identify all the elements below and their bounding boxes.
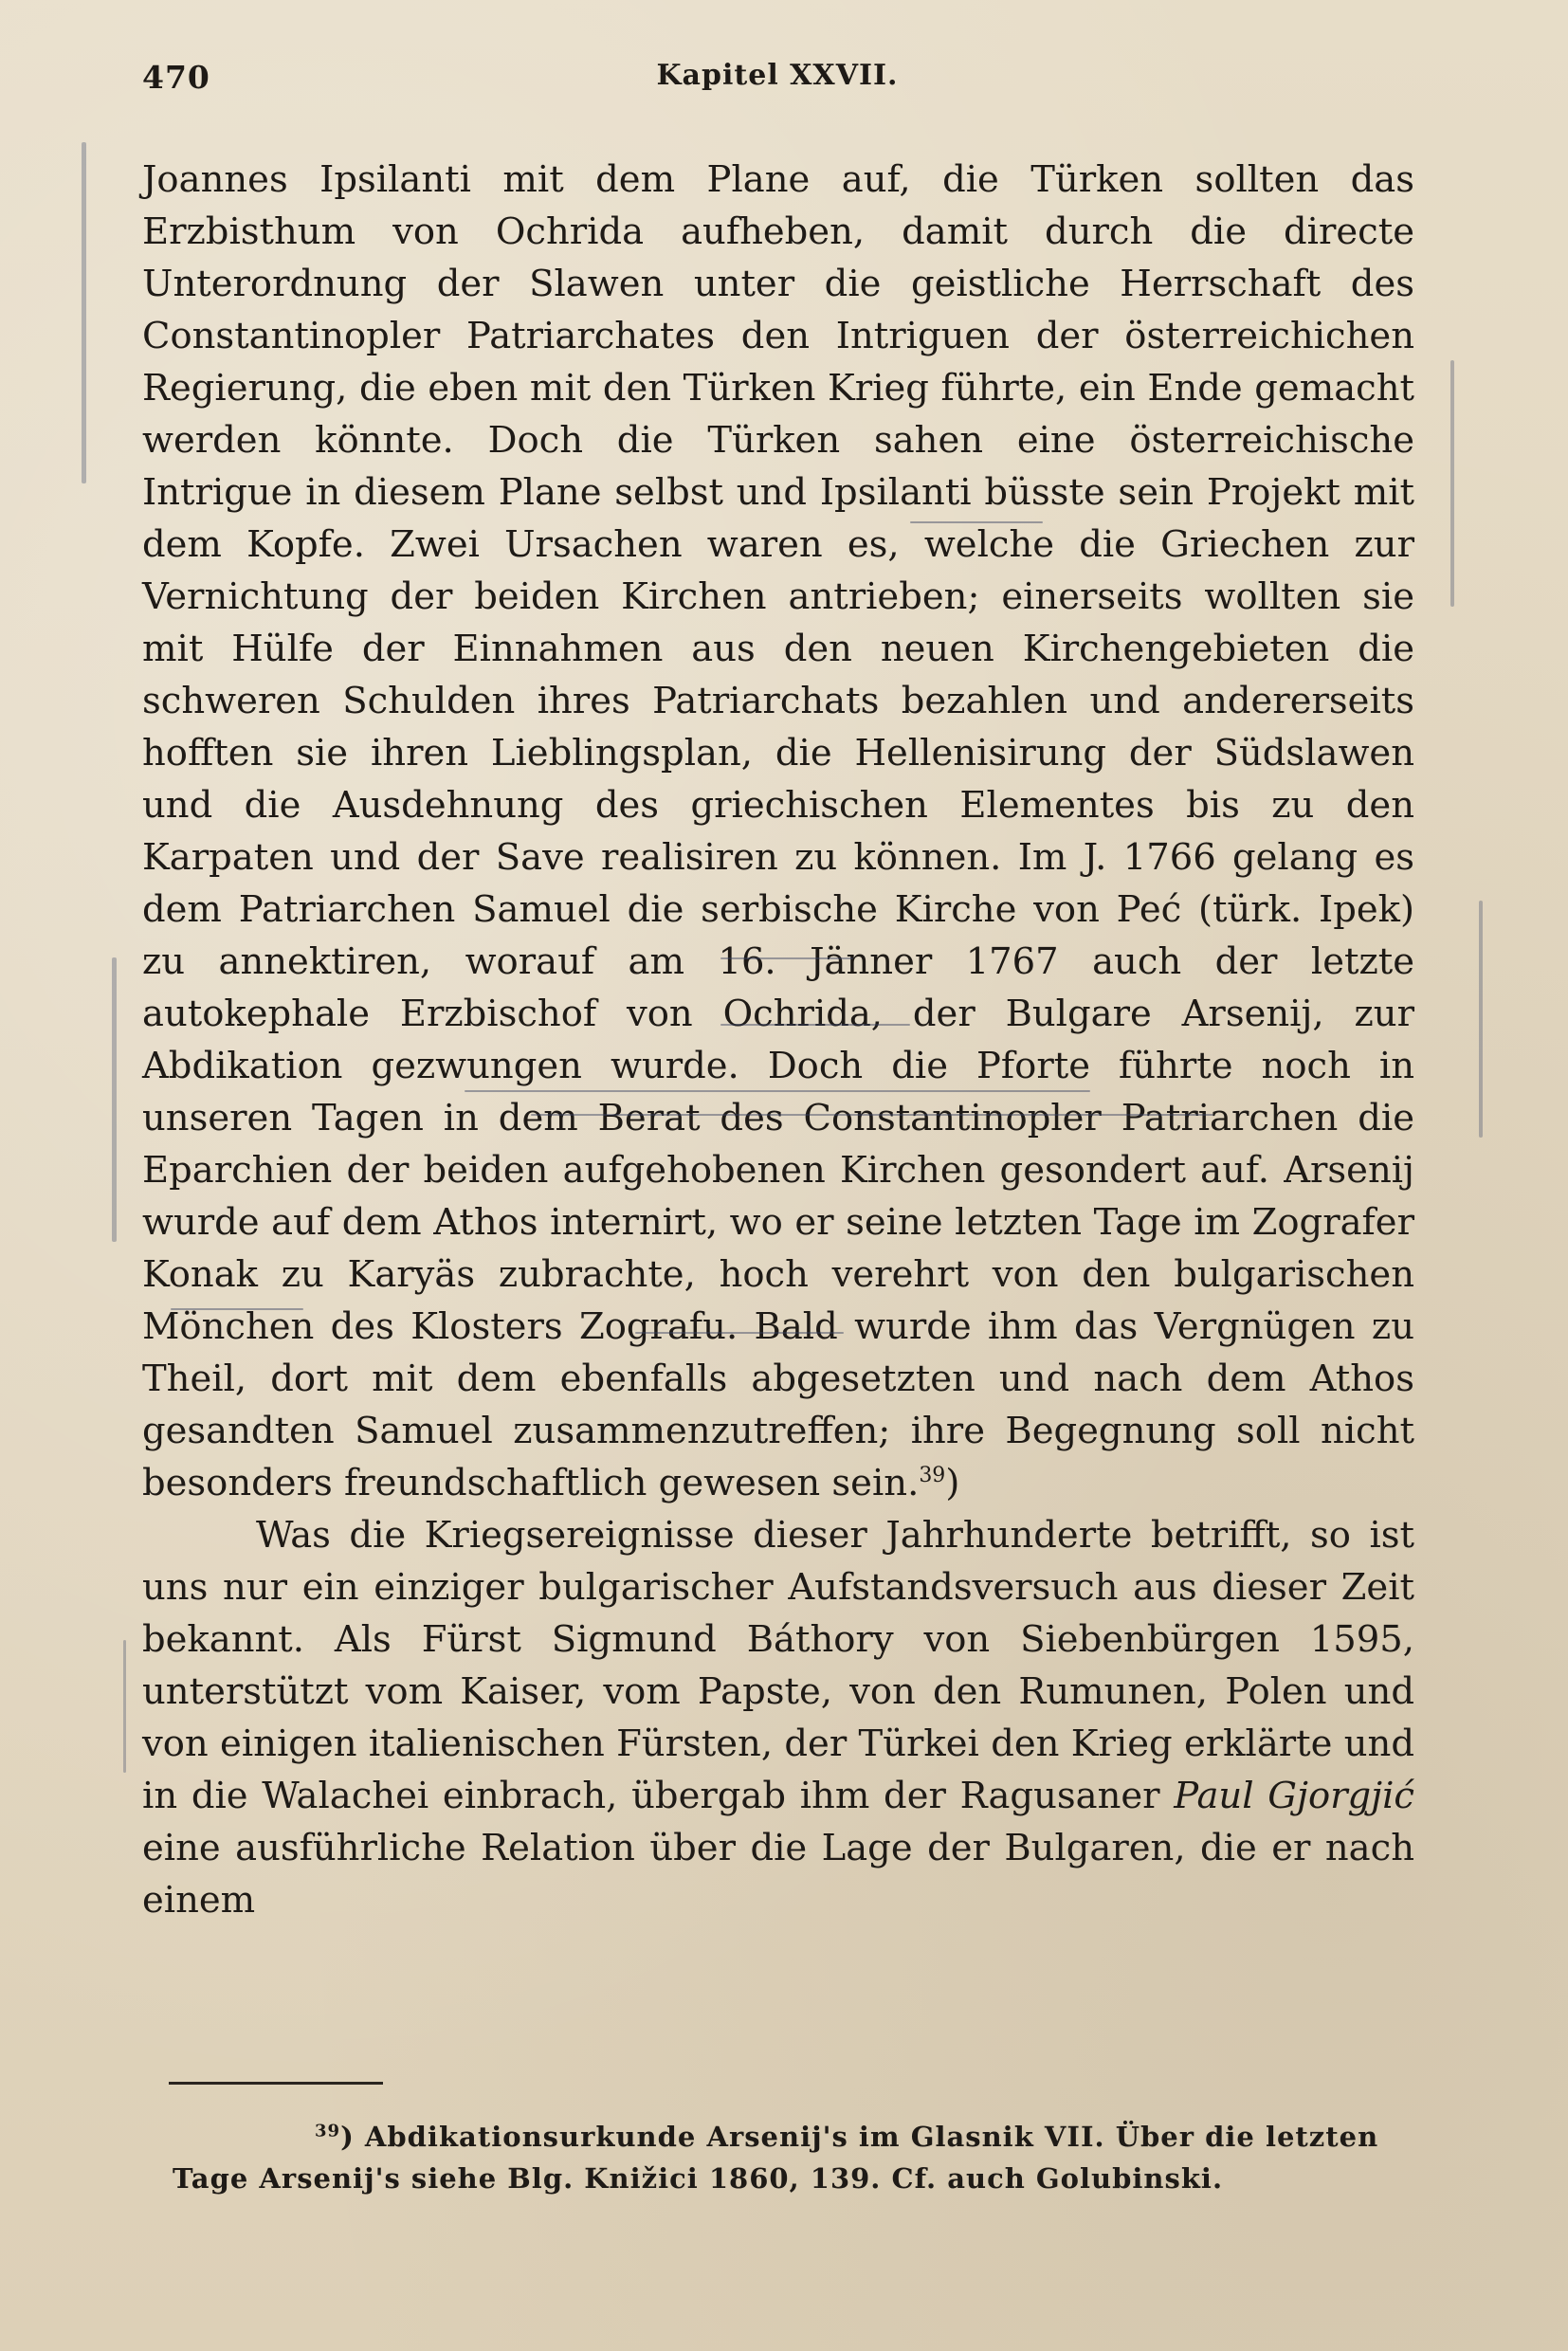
paragraph — [142, 1509, 1414, 1926]
paragraph-text: Joannes Ipsilanti mit dem Plane auf, die Türken sollten das Erzbisthum von Ochrida aufheben, damit durch die directe Unterordnung der Slawen unter die geistliche Herrschaft des Constantinopler Patriarchates den Intriguen der österreichichen Regierung, die eben mit den Türken Krieg führte, ein Ende gemacht werden könnte. Doch die Türken sahen eine österreichische Intrigue in diesem Plane selbst und Ipsilanti büsste sein Projekt mit dem Kopfe. Zwei Ursachen waren es, welche die Griechen zur Vernichtung der beiden Kirchen antrieben; einerseits wollten sie mit Hülfe der Einnahmen aus den neuen Kirchengebieten die schweren Schulden ihres Patriarchats bezahlen und andererseits hofften sie ihren Lieblingsplan, die Hellenisirung der Südslawen und die Ausdehnung des griechischen Elementes bis zu den Karpaten und der Save realisiren zu können. Im J. 1766 gelang es dem Patriarchen Samuel die serbische Kirche von Peć (türk. Ipek) zu annektiren, worauf am 16. Jänner 1767 auch der letzte autokephale Erzbischof von Ochrida, der Bulgare Arsenij, zur Abdikation gezwungen wurde. Doch die Pforte führte noch in unseren Tagen in dem Berat des Constantinopler Patriarchen die Eparchien der beiden aufgehobenen Kirchen gesondert auf. Arsenij wurde auf dem Athos internirt, wo er seine letzten Tage im Zografer Konak zu Karyäs zubrachte, hoch verehrt von den bulgarischen Mönchen des Klosters Zografu. Bald wurde ihm das Vergnügen zu Theil, dort mit dem ebenfalls abgesetzten und nach dem Athos gesandten Samuel zusammenzutreffen; ihre Begegnung soll nicht besonders freundschaftlich gewesen sein. — [142, 158, 1414, 1504]
page-number: 470 — [142, 59, 210, 96]
paragraph — [142, 154, 1414, 1509]
paragraph-text: Was die Kriegsereignisse dieser Jahrhunderte betrifft, so ist uns nur ein einziger bulgarischer Aufstandsversuch aus dieser Zeit bekannt. Als Fürst Sigmund Báthory von Siebenbürgen 1595, unterstützt vom Kaiser, vom Papste, von den Rumunen, Polen und von einigen italienischen Fürsten, der Türkei den Krieg erklärte und in die Walachei einbrach, übergab ihm der Ragusaner — [142, 1514, 1414, 1817]
pencil-margin-mark — [82, 142, 86, 483]
pencil-underline — [720, 957, 853, 959]
main-text — [142, 154, 1414, 1926]
pencil-underline — [910, 521, 1043, 523]
pencil-underline — [720, 1024, 910, 1026]
footnote-text: ) Abdikationsurkunde Arsenij's im Glasnik VII. Über die letzten — [340, 2121, 1379, 2153]
pencil-underline — [531, 1114, 1213, 1116]
footnote-number: 39 — [315, 2121, 341, 2141]
footnote-line — [173, 2116, 1429, 2158]
footnote — [173, 2116, 1429, 2199]
person-name-italic: Paul Gjorgjić — [1174, 1775, 1414, 1817]
footnote-reference: 39 — [919, 1464, 946, 1488]
footnote-line: Tage Arsenij's siehe Blg. Knižici 1860, 139. Cf. auch Golubinski. — [173, 2162, 1224, 2195]
pencil-margin-mark — [123, 1640, 126, 1773]
pencil-underline — [465, 1090, 1090, 1092]
pencil-margin-mark — [1450, 360, 1454, 607]
footnote-separator — [169, 2082, 383, 2085]
pencil-underline — [635, 1332, 844, 1334]
pencil-margin-mark — [112, 957, 117, 1242]
paragraph-text-continued: eine ausführliche Relation über die Lage der Bulgaren, die er nach einem — [142, 1827, 1414, 1922]
running-head: Kapitel XXVII. — [656, 59, 899, 92]
footnote-reference-close: ) — [945, 1462, 960, 1504]
pencil-margin-mark — [1479, 901, 1483, 1138]
pencil-underline — [171, 1308, 303, 1310]
